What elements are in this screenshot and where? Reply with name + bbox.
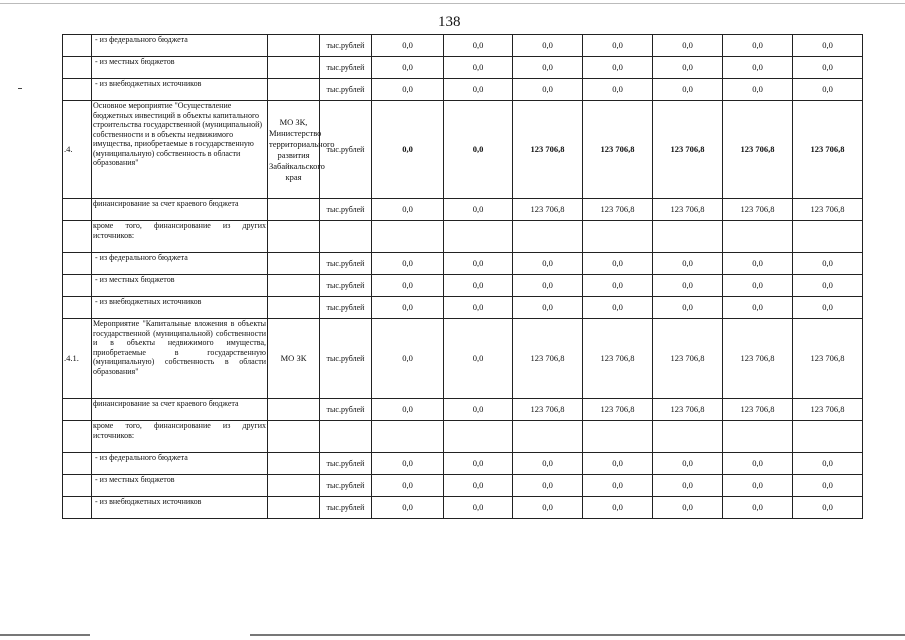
- table-row: [63, 101, 863, 199]
- value-cell: 0,0: [513, 475, 583, 497]
- unit-of-measure: тыс.рублей: [320, 199, 372, 221]
- value-cell: 0,0: [653, 297, 723, 319]
- row-number: [63, 221, 92, 253]
- value-cell: 0,0: [653, 79, 723, 101]
- value-cell: 0,0: [513, 253, 583, 275]
- row-name: финансирование за счет краевого бюджета: [92, 199, 268, 221]
- scan-edge-line-bottom: [0, 634, 90, 636]
- value-cell: [444, 221, 513, 253]
- table-row: [63, 79, 863, 101]
- row-number: [63, 297, 92, 319]
- value-cell: [653, 421, 723, 453]
- value-cell: 0,0: [444, 57, 513, 79]
- unit-of-measure: тыс.рублей: [320, 475, 372, 497]
- value-cell: 0,0: [723, 475, 793, 497]
- row-name: - из местных бюджетов: [92, 57, 268, 79]
- row-name: - из внебюджетных источников: [92, 79, 268, 101]
- value-cell: 0,0: [583, 475, 653, 497]
- value-cell: 0,0: [793, 275, 863, 297]
- value-cell: 123 706,8: [513, 399, 583, 421]
- value-cell: 0,0: [793, 475, 863, 497]
- value-cell: [372, 221, 444, 253]
- value-cell: 0,0: [444, 453, 513, 475]
- table-row: [63, 221, 863, 253]
- row-name: - из федерального бюджета: [92, 453, 268, 475]
- value-cell: 0,0: [444, 399, 513, 421]
- table-row: [63, 475, 863, 497]
- value-cell: [372, 421, 444, 453]
- table-row: [63, 421, 863, 453]
- value-cell: 0,0: [793, 453, 863, 475]
- responsible-executor: [268, 275, 320, 297]
- row-number: [63, 57, 92, 79]
- scan-edge-line-bottom: [250, 634, 905, 636]
- row-number: [63, 79, 92, 101]
- value-cell: [723, 221, 793, 253]
- row-number: [63, 497, 92, 519]
- value-cell: 123 706,8: [653, 399, 723, 421]
- responsible-executor: [268, 253, 320, 275]
- value-cell: 123 706,8: [583, 399, 653, 421]
- value-cell: 0,0: [372, 453, 444, 475]
- value-cell: 0,0: [513, 497, 583, 519]
- unit-of-measure: тыс.рублей: [320, 453, 372, 475]
- value-cell: 0,0: [372, 275, 444, 297]
- value-cell: 0,0: [372, 319, 444, 399]
- responsible-executor: [268, 57, 320, 79]
- value-cell: 0,0: [444, 35, 513, 57]
- budget-table: [62, 34, 863, 519]
- row-name: - из местных бюджетов: [92, 475, 268, 497]
- row-name: - из федерального бюджета: [92, 253, 268, 275]
- value-cell: 123 706,8: [513, 101, 583, 199]
- responsible-executor: [268, 221, 320, 253]
- value-cell: 0,0: [444, 275, 513, 297]
- table-body: [63, 35, 863, 519]
- value-cell: 0,0: [793, 79, 863, 101]
- value-cell: 0,0: [723, 497, 793, 519]
- value-cell: [793, 221, 863, 253]
- value-cell: 0,0: [653, 253, 723, 275]
- value-cell: [513, 221, 583, 253]
- value-cell: 0,0: [583, 497, 653, 519]
- value-cell: 0,0: [372, 297, 444, 319]
- value-cell: 0,0: [444, 297, 513, 319]
- value-cell: 0,0: [653, 475, 723, 497]
- row-number: [63, 275, 92, 297]
- value-cell: 0,0: [513, 275, 583, 297]
- row-number: .4.1.: [63, 319, 92, 399]
- row-name: Мероприятие "Капитальные вложения в объекты государственной (муниципальной) собственности и в объекты недвижимого имущества, приобретаемые в государственную (муниципальную) собственность в области образования": [92, 319, 268, 399]
- table-row: [63, 453, 863, 475]
- value-cell: [723, 421, 793, 453]
- row-number: [63, 253, 92, 275]
- value-cell: 0,0: [372, 497, 444, 519]
- value-cell: [583, 221, 653, 253]
- value-cell: 123 706,8: [583, 101, 653, 199]
- value-cell: [583, 421, 653, 453]
- value-cell: 0,0: [583, 35, 653, 57]
- value-cell: 0,0: [723, 35, 793, 57]
- unit-of-measure: тыс.рублей: [320, 101, 372, 199]
- value-cell: 0,0: [583, 297, 653, 319]
- value-cell: 0,0: [372, 79, 444, 101]
- value-cell: 123 706,8: [793, 399, 863, 421]
- row-number: [63, 421, 92, 453]
- value-cell: 123 706,8: [793, 199, 863, 221]
- value-cell: 0,0: [513, 57, 583, 79]
- value-cell: 0,0: [444, 475, 513, 497]
- row-number: [63, 475, 92, 497]
- value-cell: 123 706,8: [723, 101, 793, 199]
- value-cell: 0,0: [444, 101, 513, 199]
- value-cell: 0,0: [723, 453, 793, 475]
- value-cell: 0,0: [653, 35, 723, 57]
- value-cell: 0,0: [372, 35, 444, 57]
- value-cell: 0,0: [723, 57, 793, 79]
- value-cell: 123 706,8: [723, 399, 793, 421]
- value-cell: 0,0: [793, 497, 863, 519]
- table-row: [63, 319, 863, 399]
- value-cell: 123 706,8: [723, 199, 793, 221]
- responsible-executor: [268, 35, 320, 57]
- value-cell: 0,0: [372, 253, 444, 275]
- responsible-executor: [268, 421, 320, 453]
- value-cell: 0,0: [723, 275, 793, 297]
- value-cell: 0,0: [653, 453, 723, 475]
- responsible-executor: [268, 297, 320, 319]
- responsible-executor: [268, 79, 320, 101]
- unit-of-measure: тыс.рублей: [320, 319, 372, 399]
- scan-edge-line: [0, 3, 905, 4]
- value-cell: 123 706,8: [653, 101, 723, 199]
- value-cell: 0,0: [513, 297, 583, 319]
- table-row: [63, 297, 863, 319]
- value-cell: 0,0: [372, 101, 444, 199]
- row-name: - из внебюджетных источников: [92, 497, 268, 519]
- unit-of-measure: тыс.рублей: [320, 79, 372, 101]
- value-cell: 123 706,8: [653, 199, 723, 221]
- value-cell: 0,0: [513, 35, 583, 57]
- value-cell: 0,0: [513, 79, 583, 101]
- responsible-executor: МО ЗК: [268, 319, 320, 399]
- row-name: кроме того, финансирование из других источников:: [92, 221, 268, 253]
- row-number: .4.: [63, 101, 92, 199]
- unit-of-measure: тыс.рублей: [320, 497, 372, 519]
- row-name: кроме того, финансирование из других источников:: [92, 421, 268, 453]
- value-cell: 123 706,8: [723, 319, 793, 399]
- value-cell: 0,0: [793, 253, 863, 275]
- value-cell: 0,0: [653, 497, 723, 519]
- value-cell: 0,0: [583, 79, 653, 101]
- responsible-executor: [268, 453, 320, 475]
- table-row: [63, 497, 863, 519]
- row-number: [63, 199, 92, 221]
- table-row: [63, 35, 863, 57]
- responsible-executor: [268, 199, 320, 221]
- unit-of-measure: [320, 421, 372, 453]
- value-cell: 0,0: [583, 275, 653, 297]
- value-cell: [653, 221, 723, 253]
- row-name: финансирование за счет краевого бюджета: [92, 399, 268, 421]
- value-cell: 123 706,8: [583, 199, 653, 221]
- unit-of-measure: [320, 221, 372, 253]
- unit-of-measure: тыс.рублей: [320, 253, 372, 275]
- unit-of-measure: тыс.рублей: [320, 275, 372, 297]
- responsible-executor: МО ЗК, Министерство территориального развития Забайкальского края: [268, 101, 320, 199]
- responsible-executor: [268, 475, 320, 497]
- value-cell: [793, 421, 863, 453]
- value-cell: 0,0: [444, 319, 513, 399]
- value-cell: 123 706,8: [583, 319, 653, 399]
- row-number: [63, 399, 92, 421]
- scan-mark: [18, 88, 22, 89]
- value-cell: 0,0: [444, 497, 513, 519]
- table-row: [63, 275, 863, 297]
- page-number: 138: [438, 14, 461, 30]
- value-cell: 123 706,8: [793, 101, 863, 199]
- value-cell: 0,0: [723, 297, 793, 319]
- row-name: - из внебюджетных источников: [92, 297, 268, 319]
- value-cell: 0,0: [444, 253, 513, 275]
- unit-of-measure: тыс.рублей: [320, 399, 372, 421]
- table-row: [63, 199, 863, 221]
- value-cell: 0,0: [583, 453, 653, 475]
- row-number: [63, 35, 92, 57]
- value-cell: 123 706,8: [513, 319, 583, 399]
- value-cell: 0,0: [372, 57, 444, 79]
- value-cell: 0,0: [793, 57, 863, 79]
- value-cell: 123 706,8: [653, 319, 723, 399]
- row-name: Основное мероприятие "Осуществление бюджетных инвестиций в объекты капитального строительства государственной (муниципальной) собственности и в объекты недвижимого имущества, приобретаемые в государственную (муниципальную) собственность в области образования": [92, 101, 268, 199]
- value-cell: 0,0: [583, 253, 653, 275]
- value-cell: 0,0: [793, 297, 863, 319]
- value-cell: 123 706,8: [513, 199, 583, 221]
- value-cell: 0,0: [653, 275, 723, 297]
- value-cell: 0,0: [372, 399, 444, 421]
- table-row: [63, 57, 863, 79]
- unit-of-measure: тыс.рублей: [320, 57, 372, 79]
- value-cell: 0,0: [723, 79, 793, 101]
- unit-of-measure: тыс.рублей: [320, 297, 372, 319]
- row-number: [63, 453, 92, 475]
- value-cell: 0,0: [723, 253, 793, 275]
- responsible-executor: [268, 497, 320, 519]
- value-cell: 0,0: [372, 475, 444, 497]
- unit-of-measure: тыс.рублей: [320, 35, 372, 57]
- table-row: [63, 253, 863, 275]
- row-name: - из местных бюджетов: [92, 275, 268, 297]
- row-name: - из федерального бюджета: [92, 35, 268, 57]
- value-cell: [444, 421, 513, 453]
- value-cell: 0,0: [793, 35, 863, 57]
- value-cell: [513, 421, 583, 453]
- responsible-executor: [268, 399, 320, 421]
- value-cell: 123 706,8: [793, 319, 863, 399]
- value-cell: 0,0: [444, 79, 513, 101]
- value-cell: 0,0: [444, 199, 513, 221]
- value-cell: 0,0: [583, 57, 653, 79]
- value-cell: 0,0: [372, 199, 444, 221]
- value-cell: 0,0: [513, 453, 583, 475]
- table-row: [63, 399, 863, 421]
- value-cell: 0,0: [653, 57, 723, 79]
